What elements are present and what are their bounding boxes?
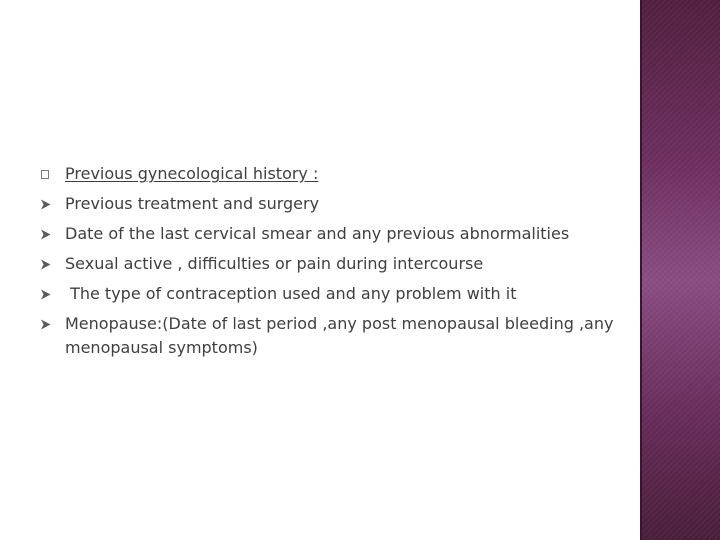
- arrowhead-bullet-icon: [38, 192, 52, 216]
- list-item-text: Sexual active , difficulties or pain during intercourse: [65, 254, 484, 273]
- list-item: [38, 282, 618, 306]
- section-heading-item: [38, 162, 618, 186]
- decorative-side-bar: [642, 0, 720, 540]
- section-heading: Previous gynecological history :: [65, 164, 319, 183]
- list-item-text: Date of the last cervical smear and any previous abnormalities: [65, 224, 570, 243]
- list-item-text: Previous treatment and surgery: [65, 194, 320, 213]
- list-item: [38, 222, 618, 246]
- list-item: [38, 252, 618, 276]
- list-item: [38, 312, 618, 360]
- bullet-list: [38, 162, 618, 366]
- arrowhead-bullet-icon: [38, 222, 52, 246]
- arrowhead-bullet-icon: [38, 252, 52, 276]
- arrowhead-bullet-icon: [38, 282, 52, 306]
- list-item-text: Menopause:(Date of last period ,any post menopausal bleeding ,any menopausal symptoms): [65, 314, 614, 357]
- square-bullet-icon: [38, 162, 52, 186]
- list-item-text: The type of contraception used and any problem with it: [65, 284, 517, 303]
- list-item: [38, 192, 618, 216]
- arrowhead-bullet-icon: [38, 312, 52, 336]
